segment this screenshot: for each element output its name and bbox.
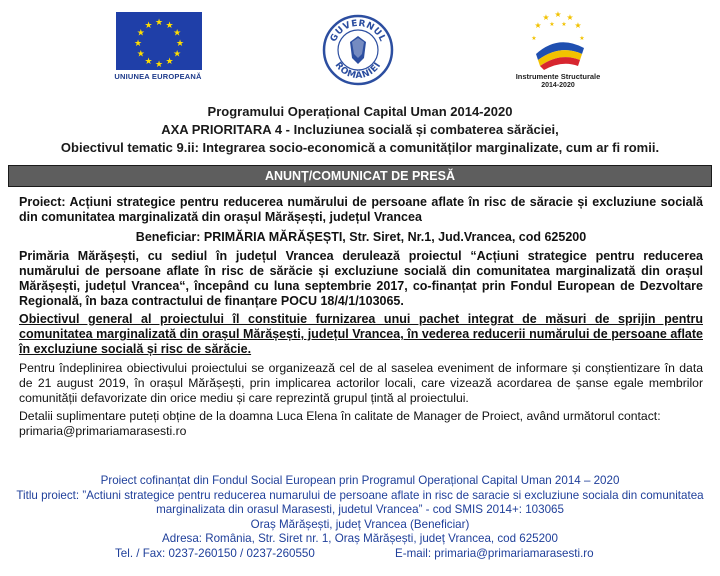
svg-text:★: ★	[549, 21, 555, 28]
is-years: 2014-2020	[541, 82, 575, 89]
svg-text:★: ★	[165, 57, 174, 68]
svg-text:★: ★	[579, 35, 585, 42]
eu-caption: UNIUNEA EUROPEANĂ	[114, 72, 202, 81]
svg-text:★: ★	[561, 21, 567, 28]
footer-project-title: Titlu proiect: ”Actiuni strategice pentru reducerea numarului de persoane aflate in risc de saracie si excluziune sociala din comunitatea marginalizata din orasul Marasesti, judetul Vrancea” - cod SMIS 2014+: 103065	[16, 488, 704, 516]
beneficiary: Beneficiar: PRIMĂRIA MĂRĂȘEȘTI, Str. Siret, Nr.1, Jud.Vrancea, cod 625200	[135, 230, 587, 244]
heading-line-2: AXA PRIORITARA 4 - Incluziunea socială și combaterea sărăciei,	[161, 122, 559, 137]
svg-text:★: ★	[136, 49, 145, 60]
footer-email[interactable]: E-mail: primaria@primariamarasesti.ro	[395, 546, 594, 560]
intro-paragraph: Primăria Mărășești, cu sediul în județul Vrancea derulează proiectul “Acțiuni strategice pentru reducerea numărului de persoane aflate în risc de sărăcie și excluziune socială din comunitatea marginalizată din orașul Mărășești, județul Vrancea“, începând cu luna septembrie 2017, co-finanțat prin Fondul European de Dezvoltare Regională, în baza contractului de finanțare POCU 18/4/1/103065.	[19, 249, 703, 308]
government-seal-icon	[322, 14, 394, 86]
svg-text:★: ★	[175, 39, 185, 49]
event-paragraph: Pentru îndeplinirea obiectivului proiectului se organizează cel de al saselea eveniment de informare și conștientizare în data de 21 august 2019, în orașul Mărășești, prin implicarea actorilor locali, care vizează acordarea de șanse egale membrilor comunității defavorizate din orice mediu și care reprezintă grupul țintă al proiectului.	[19, 361, 703, 405]
svg-text:★: ★	[173, 28, 182, 39]
svg-text:★: ★	[144, 57, 153, 68]
svg-text:★: ★	[566, 13, 574, 22]
structural-instruments-logo	[508, 10, 608, 96]
footer-cofinance: Proiect cofinanțat din Fondul Social European prin Programul Operațional Capital Uman 2014 – 2020	[100, 474, 620, 487]
footer-address: Adresa: România, Str. Siret nr. 1, Oraș Mărășești, județ Vrancea, cod 625200	[162, 532, 558, 545]
footer-beneficiary: Oraș Mărășești, județ Vrancea (Beneficiar)	[250, 517, 470, 531]
seal-text-top: GUVERNUL	[328, 18, 388, 44]
structural-instruments-icon	[508, 10, 608, 70]
heading-line-3: Obiectivul tematic 9.ii: Integrarea socio-economică a comunităților marginalizate, cum ar fi romii.	[60, 140, 660, 155]
eu-flag-icon	[116, 12, 202, 70]
svg-text:★: ★	[574, 21, 582, 30]
svg-text:★: ★	[165, 20, 174, 31]
svg-text:★: ★	[531, 35, 537, 42]
footer-phone: Tel. / Fax: 0237-260150 / 0237-260550	[115, 546, 315, 560]
project-title: Proiect: Acțiuni strategice pentru reducerea numărului de persoane aflate în risc de săracie și excluziune socială din comunitatea marginalizată din orașul Mărășești, județul Vrancea	[19, 195, 703, 224]
svg-text:★: ★	[554, 10, 562, 19]
svg-text:★: ★	[154, 60, 164, 70]
svg-text:★: ★	[154, 18, 164, 28]
is-caption: Instrumente Structurale	[515, 72, 601, 81]
svg-text:★: ★	[136, 28, 145, 39]
footer	[0, 474, 720, 562]
svg-text:★: ★	[542, 13, 550, 22]
seal-text-bottom: ROMÂNIEI	[332, 60, 384, 82]
svg-text:★: ★	[133, 39, 143, 49]
eu-logo	[112, 12, 204, 84]
objective-paragraph: Obiectivul general al proiectului îl constituie furnizarea unui pachet integrat de măsuri de sprijin pentru comunitatea marginalizată din orașul Mărășești, județul Vrancea, în vederea reducerii numărului de persoane aflate în excluziune socială și risc de sărăcie.	[19, 312, 703, 356]
svg-text:★: ★	[173, 49, 182, 60]
svg-text:★: ★	[534, 21, 542, 30]
press-release-banner: ANUNȚ/COMUNICAT DE PRESĂ	[8, 165, 712, 187]
logo-strip	[0, 0, 720, 100]
svg-text:★: ★	[144, 20, 153, 31]
press-release-body	[19, 195, 703, 439]
program-heading	[0, 103, 720, 157]
heading-line-1: Programului Operațional Capital Uman 2014-2020	[207, 104, 513, 119]
details-paragraph: Detalii suplimentare puteți obține de la doamna Luca Elena în calitate de Manager de Proiect, având următorul contact: primaria@primariamarasesti.ro	[19, 409, 661, 438]
footer-contact-row	[0, 547, 720, 562]
